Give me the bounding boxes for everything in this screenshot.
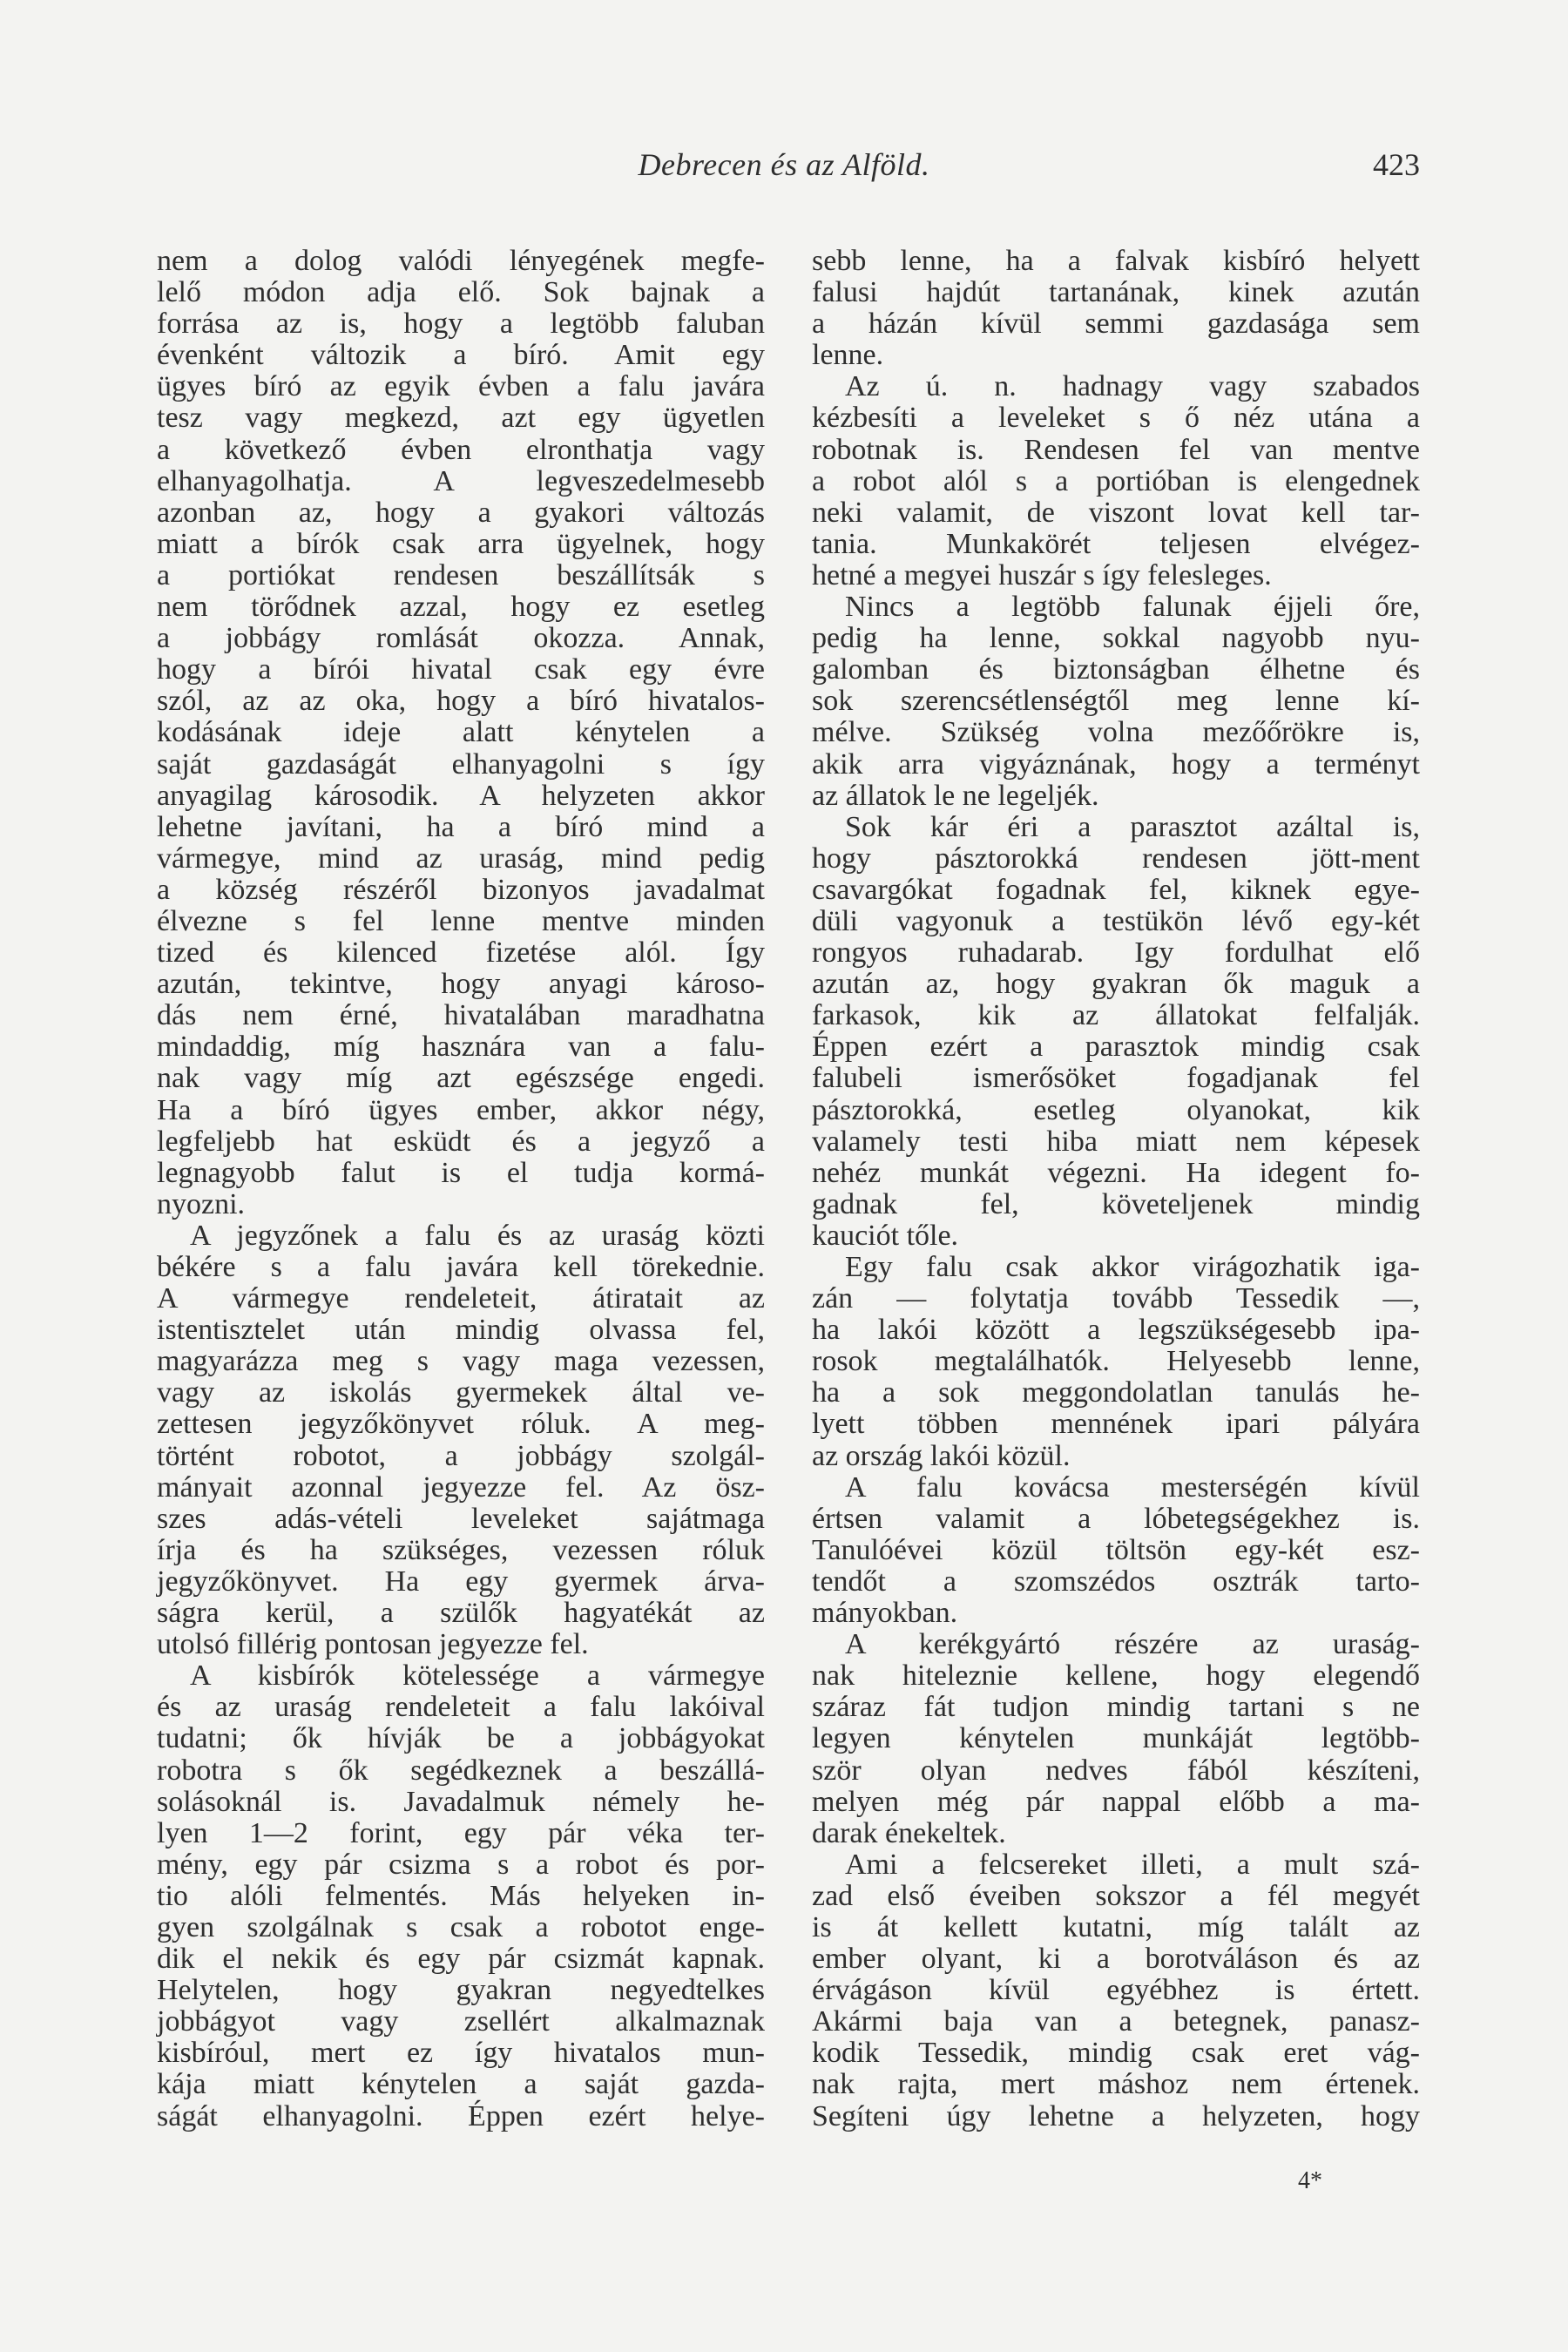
text-line: az ország lakói közül. [812,1439,1071,1472]
text-line: valamely testi hiba miatt nem képesek [812,1125,1420,1158]
text-line: pásztorokká, esetleg olyanokat, kik [812,1093,1420,1126]
text-line: lyett többen mennének ipari pályára [812,1408,1420,1441]
text-line: Sok kár éri a parasztot azáltal is, [845,810,1420,843]
text-line: mindaddig, míg hasznára van a falu- [157,1031,765,1064]
text-line: hogy a bírói hivatal csak egy évre [157,653,765,686]
text-line: évenként változik a bíró. Amit egy [157,339,765,372]
text-line: kauciót tőle. [812,1219,959,1252]
text-line: dás nem érné, hivatalában maradhatna [157,999,765,1032]
text-line: gyen szolgálnak s csak a robotot enge- [157,1910,765,1943]
text-line: kodik Tessedik, mindig csak eret vág- [812,2037,1420,2070]
text-line: zad első éveiben sokszor a fél megyét [812,1879,1420,1912]
text-line: robotnak is. Rendesen fel van mentve [812,433,1420,466]
text-line: lyen 1—2 forint, egy pár véka ter- [157,1816,765,1849]
text-line: legyen kénytelen munkáját legtöbb- [812,1722,1420,1755]
text-line: sebb lenne, ha a falvak kisbíró helyett [812,245,1420,277]
text-line: falusi hajdút tartanának, kinek azután [812,276,1420,309]
text-line: A kisbírók kötelessége a vármegye [190,1659,765,1693]
text-line: vármegye, mind az uraság, mind pedig [157,841,765,875]
text-line: békére s a falu javára kell törekednie. [157,1251,765,1283]
text-line: tania. Munkakörét teljesen elvégez- [812,527,1420,560]
text-line: farkasok, kik az állatokat felfalják. [812,999,1420,1032]
text-line: istentisztelet után mindig olvassa fel, [157,1314,765,1347]
text-line: legnagyobb falut is el tudja kormá- [157,1156,765,1189]
text-line: szól, az az oka, hogy a bíró hivatalos- [157,685,765,718]
text-line: miatt a bírók csak arra ügyelnek, hogy [157,527,765,560]
text-line: történt robotot, a jobbágy szolgál- [157,1439,765,1472]
text-line: pedig ha lenne, sokkal nagyobb nyu- [812,622,1420,655]
text-line: falubeli ismerősöket fogadjanak fel [812,1062,1420,1095]
text-line: düli vagyonuk a testükön lévő egy-két [812,904,1420,937]
text-line: ságra kerül, a szülők hagyatékát az [157,1597,765,1630]
text-line: száraz fát tudjon mindig tartani s ne [812,1691,1420,1724]
text-line: tudatni; ők hívják be a jobbágyokat [157,1722,765,1755]
text-line: kisbíróul, mert ez így hivatalos mun- [157,2037,765,2070]
text-line: Akármi baja van a betegnek, panasz- [812,2005,1420,2038]
text-line: mányokban. [812,1597,958,1630]
text-line: a következő évben elronthatja vagy [157,433,765,466]
text-line: mény, egy pár csizma s a robot és por- [157,1848,765,1881]
text-line: nyozni. [157,1187,246,1220]
text-line: galomban és biztonságban élhetne és [812,653,1420,686]
text-line: tio alóli felmentés. Más helyeken in- [157,1879,765,1912]
text-line: nak rajta, mert máshoz nem értenek. [812,2068,1420,2101]
text-line: a portiókat rendesen beszállítsák s [157,558,765,591]
text-line: sok szerencsétlenségtől meg lenne kí- [812,685,1420,718]
text-line: Ha a bíró ügyes ember, akkor négy, [157,1093,765,1126]
text-line: Az ú. n. hadnagy vagy szabados [845,370,1420,403]
text-line: azután, tekintve, hogy anyagi károso- [157,968,765,1001]
text-line: Nincs a legtöbb falunak éjjeli őre, [845,591,1420,624]
text-line: Ami a felcsereket illeti, a mult szá- [845,1848,1420,1881]
text-line: zettesen jegyzőkönyvet róluk. A meg- [157,1408,765,1441]
text-line: rosok megtalálhatók. Helyesebb lenne, [812,1345,1420,1378]
text-line: ha a sok meggondolatlan tanulás he- [812,1376,1420,1409]
text-line: értsen valamit a lóbetegségekhez is. [812,1502,1420,1535]
text-line: nem a dolog valódi lényegének megfe- [157,245,765,277]
text-line: gadnak fel, követeljenek mindig [812,1187,1420,1220]
text-line: vagy az iskolás gyermekek által ve- [157,1376,765,1409]
text-column-right [812,246,1420,2132]
running-head-title: Debrecen és az Alföld. [638,147,930,182]
text-line: ember olyant, ki a borotváláson és az [812,1943,1420,1976]
text-line: elhanyagolhatja. A legveszedelmesebb [157,464,765,497]
text-line: kája miatt kénytelen a saját gazda- [157,2068,765,2101]
text-line: ságát elhanyagolni. Éppen ezért helye- [157,2099,765,2132]
text-line: ha lakói között a legszükségesebb ipa- [812,1314,1420,1347]
text-line: darak énekeltek. [812,1816,1006,1849]
text-line: mányait azonnal jegyezze fel. Az ösz- [157,1470,765,1504]
printer-signature-mark: 4* [1298,2167,1322,2194]
text-line: nem törődnek azzal, hogy ez esetleg [157,591,765,624]
text-line: magyarázza meg s vagy maga vezessen, [157,1345,765,1378]
text-line: nehéz munkát végezni. Ha idegent fo- [812,1156,1420,1189]
text-line: anyagilag károsodik. A helyzeten akkor [157,779,765,812]
text-line: élvezne s fel lenne mentve minden [157,904,765,937]
text-line: tized és kilenced fizetése alól. Így [157,936,765,970]
text-line: Segíteni úgy lehetne a helyzeten, hogy [812,2099,1420,2132]
text-line: nak hiteleznie kellene, hogy elegendő [812,1659,1420,1693]
text-column-left [157,246,765,2132]
text-line: A jegyzőnek a falu és az uraság közti [190,1219,765,1252]
text-line: Tanulóévei közül töltsön egy-két esz- [812,1533,1420,1566]
text-line: is át kellett kutatni, míg talált az [812,1910,1420,1943]
text-line: zán — folytatja tovább Tessedik —, [812,1282,1420,1315]
text-line: hogy pásztorokká rendesen jött-ment [812,841,1420,875]
text-line: neki valamit, de viszont lovat kell tar- [812,496,1420,529]
text-line: nak vagy míg azt egészsége engedi. [157,1062,765,1095]
text-line: Éppen ezért a parasztok mindig csak [812,1031,1420,1064]
text-line: a házán kívül semmi gazdasága sem [812,308,1420,341]
text-line: Helytelen, hogy gyakran negyedtelkes [157,1974,765,2007]
text-line: a jobbágy romlását okozza. Annak, [157,622,765,655]
text-line: írja és ha szükséges, vezessen róluk [157,1533,765,1566]
text-line: dik el nekik és egy pár csizmát kapnak. [157,1943,765,1976]
text-line: saját gazdaságát elhanyagolni s így [157,747,765,781]
text-line: forrása az is, hogy a legtöbb faluban [157,308,765,341]
text-line: szes adás-vételi leveleket sajátmaga [157,1502,765,1535]
text-line: solásoknál is. Javadalmuk némely he- [157,1785,765,1818]
text-line: tendőt a szomszédos osztrák tarto- [812,1565,1420,1598]
text-line: mélve. Szükség volna mezőőrökre is, [812,716,1420,749]
text-line: hetné a megyei huszár s így felesleges. [812,558,1272,591]
text-line: kézbesíti a leveleket s ő néz utána a [812,402,1420,435]
text-line: A falu kovácsa mesterségén kívül [845,1470,1420,1504]
text-line: azután az, hogy gyakran ők maguk a [812,968,1420,1001]
text-line: A vármegye rendeleteit, átiratait az [157,1282,765,1315]
text-line: a község részéről bizonyos javadalmat [157,873,765,906]
text-line: lenne. [812,339,884,372]
text-line: az állatok le ne legeljék. [812,779,1099,812]
text-line: lelő módon adja elő. Sok bajnak a [157,276,765,309]
text-line: a robot alól s a portióban is elengednek [812,464,1420,497]
text-line: jobbágyot vagy zsellért alkalmaznak [157,2005,765,2038]
text-line: ször olyan nedves fából készíteni, [812,1754,1420,1787]
text-line: Egy falu csak akkor virágozhatik iga- [845,1251,1420,1283]
page-number: 423 [1373,147,1420,182]
text-line: jegyzőkönyvet. Ha egy gyermek árva- [157,1565,765,1598]
text-line: melyen még pár nappal előbb a ma- [812,1785,1420,1818]
text-line: lehetne javítani, ha a bíró mind a [157,810,765,843]
text-line: legfeljebb hat esküdt és a jegyző a [157,1125,765,1158]
text-line: tesz vagy megkezd, azt egy ügyetlen [157,402,765,435]
text-line: azonban az, hogy a gyakori változás [157,496,765,529]
text-line: és az uraság rendeleteit a falu lakóival [157,1691,765,1724]
text-line: robotra s ők segédkeznek a beszállá- [157,1754,765,1787]
text-line: rongyos ruhadarab. Igy fordulhat elő [812,936,1420,970]
text-line: utolsó fillérig pontosan jegyezze fel. [157,1628,589,1661]
text-line: akik arra vigyáznának, hogy a terményt [812,747,1420,781]
text-line: ügyes bíró az egyik évben a falu javára [157,370,765,403]
text-line: érvágáson kívül egyébhez is értett. [812,1974,1420,2007]
text-line: csavargókat fogadnak fel, kiknek egye- [812,873,1420,906]
text-line: A kerékgyártó részére az uraság- [845,1628,1420,1661]
text-line: kodásának ideje alatt kénytelen a [157,716,765,749]
